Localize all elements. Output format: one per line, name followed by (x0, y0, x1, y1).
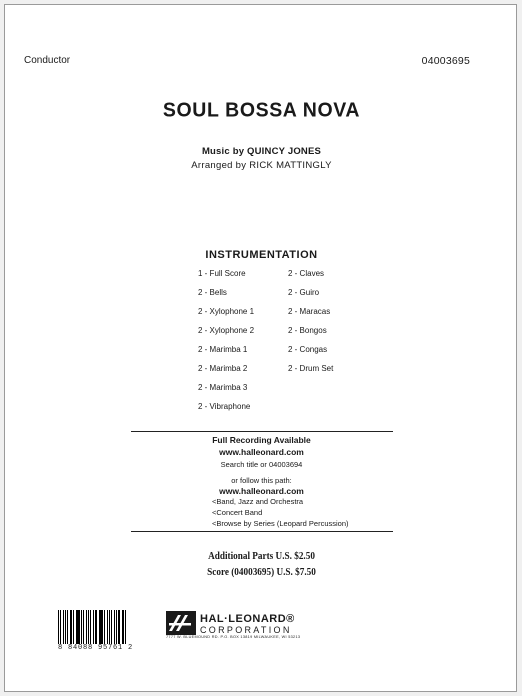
instrument-item: 2 - Bells (198, 288, 227, 297)
recording-search: Search title or 04003694 (220, 460, 303, 469)
instrument-item: 2 - Bongos (288, 326, 327, 335)
publisher-address: 7777 W. BLUEMOUND RD. P.O. BOX 13819 MILWAUKEE, WI 53213 (166, 635, 301, 639)
recording-follow: or follow this path: (231, 476, 292, 485)
instrument-item: 2 - Marimba 2 (198, 364, 248, 373)
instrument-item: 2 - Marimba 1 (198, 345, 248, 354)
instrument-item: 2 - Vibraphone (198, 402, 251, 411)
instrumentation-heading: INSTRUMENTATION (205, 249, 318, 261)
composer-credit: Music by QUINCY JONES (201, 146, 322, 157)
instrument-item: 2 - Congas (288, 345, 328, 354)
browse-path-item: <Band, Jazz and Orchestra (212, 497, 304, 506)
instrument-item: 2 - Xylophone 2 (198, 326, 255, 335)
recording-bottom-rule (131, 531, 393, 532)
hal-leonard-logo-icon (166, 611, 196, 635)
browse-path-item: <Browse by Series (Leopard Percussion) (212, 519, 349, 528)
instrument-item: 2 - Guiro (288, 288, 320, 297)
publisher-sub: CORPORATION (200, 625, 292, 635)
instrument-item: 1 - Full Score (198, 269, 246, 278)
publisher-name: HAL·LEONARD® (200, 613, 295, 625)
page-title: SOUL BOSSA NOVA (162, 98, 361, 122)
recording-top-rule (131, 431, 393, 432)
instrument-item: 2 - Marimba 3 (198, 383, 248, 392)
instrument-item: 2 - Maracas (288, 307, 331, 316)
recording-site-link-2[interactable]: www.halleonard.com (219, 486, 304, 496)
arranger-credit: Arranged by RICK MATTINGLY (191, 160, 332, 171)
recording-heading: Full Recording Available (212, 435, 311, 445)
instrument-item: 2 - Xylophone 1 (198, 307, 255, 316)
instrument-item: 2 - Drum Set (288, 364, 334, 373)
part-label: Conductor (24, 55, 71, 66)
score-price: Score (04003695) U.S. $7.50 (207, 567, 316, 578)
barcode-number: 8 84088 95761 2 (58, 644, 134, 652)
catalog-number: 04003695 (421, 55, 470, 67)
instrument-item: 2 - Claves (288, 269, 325, 278)
cover-page (4, 4, 517, 692)
recording-site-link[interactable]: www.halleonard.com (219, 447, 304, 457)
browse-path-item: <Concert Band (212, 508, 263, 517)
parts-price: Additional Parts U.S. $2.50 (208, 551, 315, 562)
barcode (58, 610, 126, 644)
